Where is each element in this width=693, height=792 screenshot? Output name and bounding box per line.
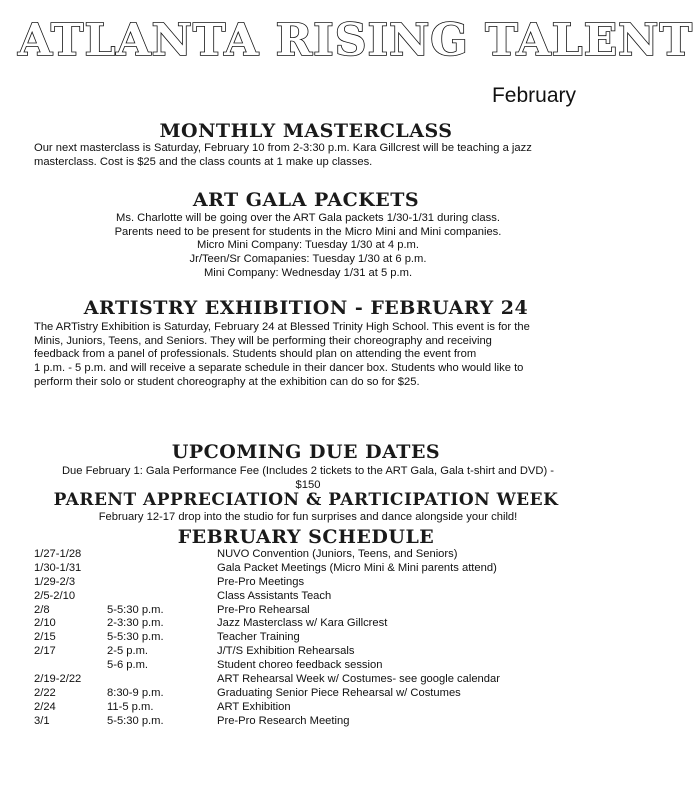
schedule-event: NUVO Convention (Juniors, Teens, and Seniors) <box>217 548 458 560</box>
parent-week-line: February 12-17 drop into the studio for fun surprises and dance alongside your child! <box>98 511 518 523</box>
schedule-event: Jazz Masterclass w/ Kara Gillcrest <box>217 617 388 630</box>
schedule-date: 1/29-2/3 <box>34 575 76 588</box>
schedule-row <box>34 604 594 618</box>
schedule-date: 2/10 <box>34 617 56 630</box>
schedule-time: 5-5:30 p.m. <box>107 631 164 644</box>
exhibition-line: Minis, Juniors, Teens, and Seniors. They will be performing their choreography and receiving <box>34 334 492 347</box>
schedule-row <box>34 687 594 701</box>
exhibition-text <box>34 321 582 390</box>
gala-packets-line: Jr/Teen/Sr Comapanies: Tuesday 1/30 at 6 p.m. <box>189 253 427 266</box>
schedule-date: 2/24 <box>34 700 56 713</box>
schedule-event: J/T/S Exhibition Rehearsals <box>217 645 355 658</box>
schedule-row <box>34 576 594 590</box>
page-title: ATLANTA RISING TALENT <box>18 15 693 66</box>
schedule-row <box>34 617 594 631</box>
gala-packets-line: Micro Mini Company: Tuesday 1/30 at 4 p.m. <box>197 239 419 252</box>
schedule-date: 2/19-2/22 <box>34 673 82 686</box>
schedule-row <box>34 631 594 645</box>
schedule-time: 8:30-9 p.m. <box>107 686 164 699</box>
month-label: February <box>491 84 576 107</box>
schedule-event: ART Exhibition <box>217 700 291 713</box>
schedule-event: Student choreo feedback session <box>217 659 383 672</box>
masterclass-heading: MONTHLY MASTERCLASS <box>159 120 453 142</box>
schedule-time: 2-3:30 p.m. <box>107 617 164 630</box>
masterclass-line: Our next masterclass is Saturday, February 10 from 2-3:30 p.m. Kara Gillcrest will be teaching a jazz <box>34 142 532 154</box>
schedule-time: 5-5:30 p.m. <box>107 714 164 727</box>
schedule-row <box>34 645 594 659</box>
due-dates-heading: UPCOMING DUE DATES <box>171 441 441 463</box>
exhibition-line: The ARTistry Exhibition is Saturday, February 24 at Blessed Trinity High School. This event is for the <box>34 321 530 333</box>
gala-packets-heading: ART GALA PACKETS <box>192 189 420 211</box>
schedule-table <box>34 548 594 729</box>
schedule-event: Graduating Senior Piece Rehearsal w/ Costumes <box>217 686 461 699</box>
masterclass-line: masterclass. Cost is $25 and the class counts at 1 make up classes. <box>34 155 373 168</box>
exhibition-line: 1 p.m. - 5 p.m. and will receive a separate schedule in their dancer box. Students who would like to <box>34 362 524 375</box>
exhibition-heading: ARTISTRY EXHIBITION - FEBRUARY 24 <box>83 297 529 319</box>
schedule-time: 5-6 p.m. <box>107 659 149 672</box>
schedule-date: 3/1 <box>34 714 50 727</box>
schedule-time: 11-5 p.m. <box>107 700 154 713</box>
schedule-date: 2/5-2/10 <box>34 589 76 602</box>
schedule-row <box>34 590 594 604</box>
schedule-date: 1/30-1/31 <box>34 561 82 574</box>
schedule-event: Gala Packet Meetings (Micro Mini & Mini parents attend) <box>217 561 497 574</box>
schedule-heading: FEBRUARY SCHEDULE <box>177 526 435 548</box>
schedule-row <box>34 701 594 715</box>
gala-packets-text <box>34 212 582 281</box>
schedule-date: 2/22 <box>34 686 56 699</box>
schedule-row <box>34 659 594 673</box>
schedule-time: 5-5:30 p.m. <box>107 603 164 616</box>
gala-packets-line: Parents need to be present for students in the Micro Mini and Mini companies. <box>114 225 502 238</box>
due-dates-line: Due February 1: Gala Performance Fee (Includes 2 tickets to the ART Gala, Gala t-shirt and DVD) - <box>61 465 555 477</box>
gala-packets-line: Mini Company: Wednesday 1/31 at 5 p.m. <box>203 266 413 279</box>
due-dates-text <box>34 465 582 492</box>
parent-week-text <box>34 511 582 525</box>
schedule-event: Teacher Training <box>217 631 300 644</box>
schedule-event: ART Rehearsal Week w/ Costumes- see google calendar <box>217 673 500 686</box>
schedule-date: 1/27-1/28 <box>34 548 82 560</box>
schedule-event: Pre-Pro Research Meeting <box>217 714 350 727</box>
schedule-time: 2-5 p.m. <box>107 645 149 658</box>
exhibition-line: perform their solo or student choreography at the exhibition can do so for $25. <box>34 375 420 388</box>
schedule-row <box>34 715 594 729</box>
schedule-date: 2/8 <box>34 603 50 616</box>
schedule-event: Pre-Pro Meetings <box>217 575 305 588</box>
schedule-event: Pre-Pro Rehearsal <box>217 603 310 616</box>
schedule-date: 2/17 <box>34 645 56 658</box>
masterclass-text <box>34 142 582 169</box>
schedule-row <box>34 673 594 687</box>
exhibition-line: feedback from a panel of professionals. Students should plan on attending the event from <box>34 348 477 361</box>
due-dates-line: $150 <box>295 478 321 491</box>
schedule-date: 2/15 <box>34 631 56 644</box>
schedule-row <box>34 548 594 562</box>
schedule-row <box>34 562 594 576</box>
schedule-event: Class Assistants Teach <box>217 589 332 602</box>
gala-packets-line: Ms. Charlotte will be going over the ART Gala packets 1/30-1/31 during class. <box>116 212 500 224</box>
parent-week-heading: PARENT APPRECIATION & PARTICIPATION WEEK <box>53 490 559 510</box>
